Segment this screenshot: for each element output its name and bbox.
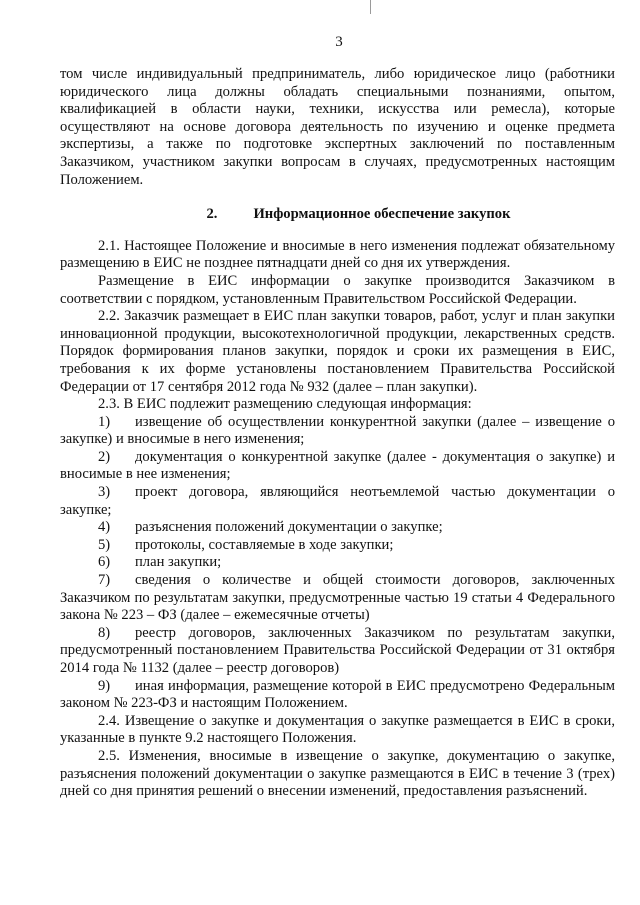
section-heading: [60, 206, 615, 224]
paragraph-2-1: 2.1. Настоящее Положение и вносимые в него изменения подлежат обязательному размещению в ЕИС не позднее пятнадцати дней со дня их утверждения.: [60, 237, 615, 272]
list-item: [60, 537, 615, 555]
page-number: 3: [335, 34, 343, 50]
section-title: Информационное обеспечение закупок: [253, 206, 511, 223]
list-item-text: реестр договоров, заключенных Заказчиком по результатам закупки, предусмотренный постановлением Правительства Российской Федерации от 31 октября 2014 года № 1132 (далее – реестр договоров): [60, 624, 615, 676]
list-item-text: иная информация, размещение которой в ЕИС предусмотрено Федеральным законом № 223-ФЗ и настоящим Положением.: [60, 677, 615, 712]
list-item: [60, 625, 615, 678]
list-item-number: 7): [98, 572, 111, 589]
list-item-number: 2): [98, 448, 111, 465]
list-item-number: 6): [98, 554, 111, 571]
information-list: [60, 414, 615, 713]
list-item: [60, 678, 615, 713]
list-item: [60, 554, 615, 572]
list-item: [60, 519, 615, 537]
paragraph-2-2: 2.2. Заказчик размещает в ЕИС план закупки товаров, работ, услуг и план закупки инновационной продукции, высокотехнологичной продукции, лекарственных средств. Порядок формирования планов закупки, порядок и сроки их размещения в ЕИС, требования к их форме установлены постановлением Правительства Российской Федерации от 17 сентября 2012 года № 932 (далее – план закупки).: [60, 308, 615, 395]
list-item-text: протоколы, составляемые в ходе закупки;: [135, 536, 394, 553]
scan-edge-mark: [370, 0, 371, 14]
paragraph-2-1-continued: Размещение в ЕИС информации о закупке производится Заказчиком в соответствии с порядком, установленным Правительством Российской Федерации.: [60, 272, 615, 307]
list-item-text: план закупки;: [135, 554, 222, 571]
paragraph-2-3: 2.3. В ЕИС подлежит размещению следующая информация:: [98, 396, 472, 413]
list-item-number: 5): [98, 536, 111, 553]
list-item-text: извещение об осуществлении конкурентной закупки (далее – извещение о закупке) и вносимые в него изменения;: [60, 413, 615, 448]
list-item-text: документация о конкурентной закупке (далее - документация о закупке) и вносимые в нее изменения;: [60, 448, 615, 483]
list-item-text: разъяснения положений документации о закупке;: [135, 519, 443, 536]
list-item: [60, 449, 615, 484]
list-item: [60, 484, 615, 519]
list-item-number: 1): [98, 413, 111, 430]
list-item-number: 9): [98, 677, 111, 694]
list-item-text: проект договора, являющийся неотъемлемой частью документации о закупке;: [60, 484, 615, 518]
list-item: [60, 414, 615, 449]
document-body: [60, 66, 615, 801]
list-item-number: 4): [98, 519, 111, 536]
section-number: 2.: [206, 206, 218, 223]
list-item-text: сведения о количестве и общей стоимости договоров, заключенных Заказчиком по результатам закупки, предусмотренные частью 19 статьи 4 Федерального закона № 223 – ФЗ (далее – ежемесячные отчеты): [60, 572, 615, 624]
intro-paragraph: том числе индивидуальный предприниматель, либо юридическое лицо (работники юридического лица должны обладать специальными познаниями, опытом, квалификацией в области науки, техники, искусства или ремесла), которые осуществляют на основе договора деятельность по изучению и оценке предмета экспертизы, а также по подготовке экспертных заключений по поставленным Заказчиком, участником закупки вопросам в случаях, предусмотренных настоящим Положением.: [60, 66, 615, 188]
paragraph-2-5: 2.5. Изменения, вносимые в извещение о закупке, документацию о закупке, разъяснения положений документации о закупке размещаются в ЕИС в течение 3 (трех) дней со дня принятия решений о внесении изменений, предоставления разъяснений.: [60, 747, 615, 800]
paragraph-2-4: 2.4. Извещение о закупке и документация о закупке размещается в ЕИС в сроки, указанные в пункте 9.2 настоящего Положения.: [60, 712, 615, 747]
list-item: [60, 572, 615, 625]
list-item-number: 8): [98, 624, 111, 641]
list-item-number: 3): [98, 484, 111, 501]
